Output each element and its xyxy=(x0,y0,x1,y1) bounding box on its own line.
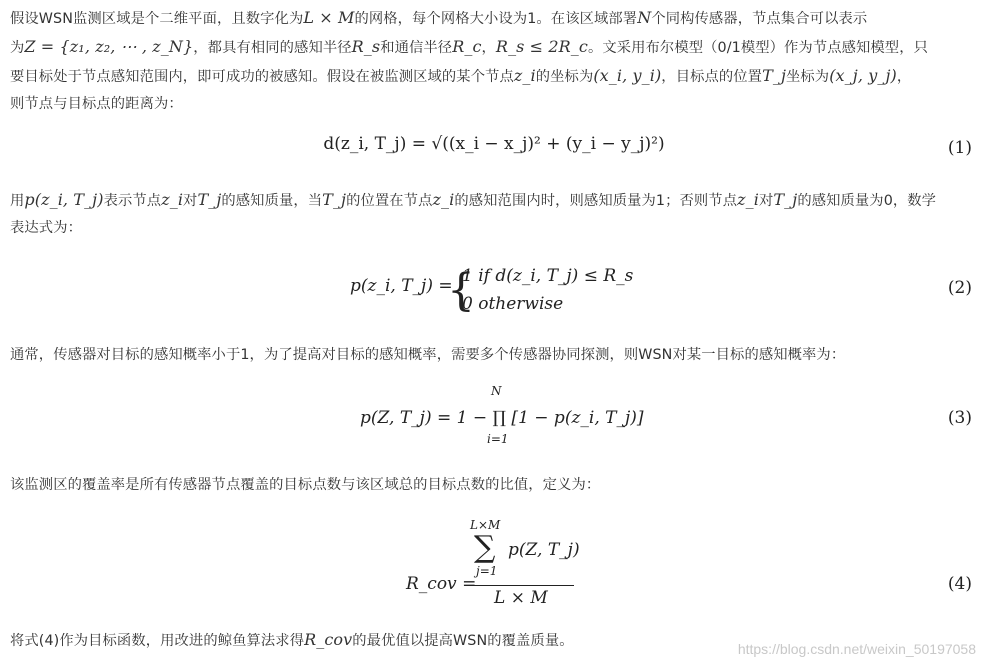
math-rs-le-2rc: R_s ≤ 2R_c xyxy=(495,37,588,56)
math-n: N xyxy=(637,8,652,27)
text: ， xyxy=(896,69,912,85)
text: 对 xyxy=(758,193,774,209)
math-zi: z_i xyxy=(161,190,184,209)
math-xi-yi: (x_i, y_i) xyxy=(593,66,662,85)
equation-3-body: p(Z, T_j) = 1 − ∏ [1 − p(z_i, T_j)] xyxy=(360,408,644,428)
paragraph-4 xyxy=(10,472,978,499)
text: 表达式为： xyxy=(10,220,82,236)
paragraph-3 xyxy=(10,342,978,369)
math-z-set: Z = {z₁, z₂, ⋯ , z_N} xyxy=(24,37,194,56)
text: ，都具有相同的感知半径 xyxy=(193,40,352,56)
sum-upper-limit: L×M xyxy=(470,518,501,532)
text: 和通信半径 xyxy=(380,40,453,56)
text: 该监测区的覆盖率是所有传感器节点覆盖的目标点数与该区域总的目标点数的比值，定义为： xyxy=(10,477,601,493)
equation-number-4: (4) xyxy=(947,574,972,594)
math-zi: z_i xyxy=(432,190,455,209)
math-p-zi-tj: p(z_i, T_j) xyxy=(24,190,104,209)
product-lower-limit: i=1 xyxy=(487,432,509,446)
text: 的最优值以提高WSN的覆盖质量。 xyxy=(352,633,574,649)
math-zi: z_i xyxy=(513,66,536,85)
equation-1-body: d(z_i, T_j) = √((x_i − x_j)² + (y_i − y_j)²) xyxy=(323,134,665,154)
text: 个同构传感器，节点集合可以表示 xyxy=(651,11,868,27)
math-xj-yj: (x_j, y_j) xyxy=(829,66,897,85)
text: 假设WSN监测区域是个二维平面，且数字化为 xyxy=(10,11,304,27)
math-tj: T_j xyxy=(773,190,798,209)
equation-2-lhs: p(z_i, T_j) = xyxy=(350,276,453,296)
equation-2-case-1: 1 if d(z_i, T_j) ≤ R_s xyxy=(462,266,634,286)
math-rcov: R_cov xyxy=(304,630,353,649)
fraction-bar xyxy=(466,585,574,586)
product-upper-limit: N xyxy=(491,384,502,398)
text: 则节点与目标点的距离为： xyxy=(10,96,183,112)
math-tj: T_j xyxy=(762,66,787,85)
paragraph-2 xyxy=(10,186,978,242)
equation-number-1: (1) xyxy=(947,138,972,158)
math-rs: R_s xyxy=(351,37,381,56)
math-zi: z_i xyxy=(737,190,759,209)
text: ， xyxy=(481,40,496,56)
left-brace: { xyxy=(447,265,475,316)
text: 对 xyxy=(183,193,198,209)
math-tj: T_j xyxy=(197,190,222,209)
math-tj: T_j xyxy=(322,190,347,209)
equation-number-2: (2) xyxy=(947,278,972,298)
sum-symbol: ∑ xyxy=(474,530,496,565)
text: 的坐标为 xyxy=(535,69,594,85)
text: 坐标为 xyxy=(786,69,830,85)
equation-number-3: (3) xyxy=(947,408,972,428)
text: 的网格，每个网格大小设为1。在该区域部署 xyxy=(354,11,638,27)
text: 的感知质量，当 xyxy=(221,193,323,209)
equation-4-numerator: p(Z, T_j) xyxy=(508,540,580,560)
text: 的感知质量为0，数学 xyxy=(797,193,937,209)
sum-lower-limit: j=1 xyxy=(476,564,498,578)
text: 通常，传感器对目标的感知概率小于1，为了提高对目标的感知概率，需要多个传感器协同探测，则WSN对某一目标的感知概率为： xyxy=(10,347,846,363)
text: 为 xyxy=(10,40,25,56)
math-rc: R_c xyxy=(452,37,482,56)
equation-1 xyxy=(0,134,988,154)
text: 。文采用布尔模型（0/1模型）作为节点感知模型，只 xyxy=(587,40,928,56)
text: 将式(4)作为目标函数，用改进的鲸鱼算法求得 xyxy=(10,633,305,649)
text: 的感知范围内时，则感知质量为1；否则节点 xyxy=(454,193,738,209)
text: 的位置在节点 xyxy=(346,193,433,209)
equation-4-denominator: L × M xyxy=(494,588,548,608)
math-lxm: L × M xyxy=(303,8,355,27)
text: 用 xyxy=(10,193,25,209)
text: ，目标点的位置 xyxy=(661,69,763,85)
text: 表示节点 xyxy=(103,193,162,209)
text: 要目标处于节点感知范围内，即可成功的被感知。假设在被监测区域的某个节点 xyxy=(10,69,514,85)
paragraph-1 xyxy=(10,4,978,118)
equation-4-lhs: R_cov = xyxy=(406,574,477,594)
equation-2-case-2: 0 otherwise xyxy=(462,294,564,314)
watermark: https://blog.csdn.net/weixin_50197058 xyxy=(737,641,976,657)
